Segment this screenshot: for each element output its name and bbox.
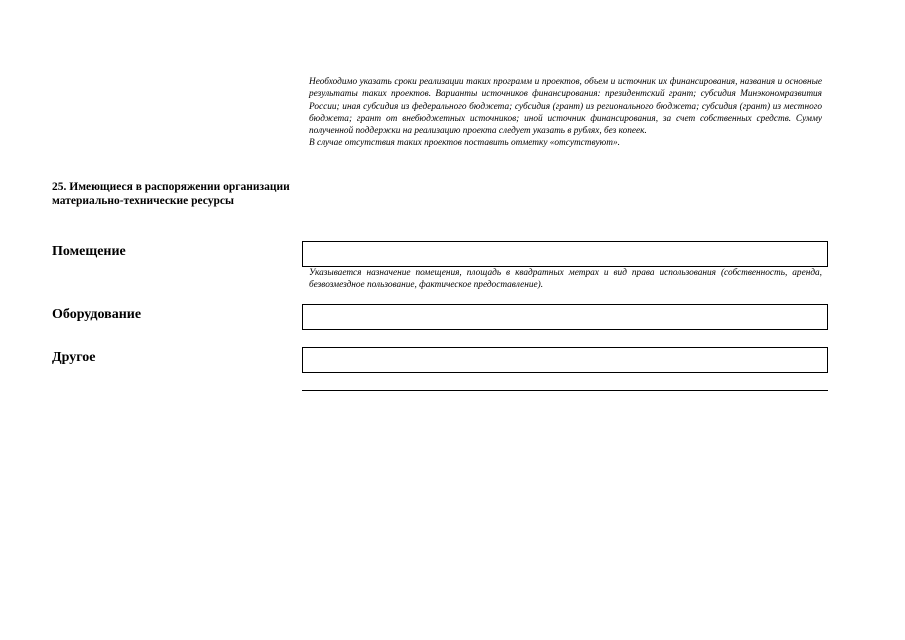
section-separator [302, 390, 828, 391]
other-field[interactable] [302, 347, 828, 373]
other-label: Другое [52, 350, 96, 365]
premises-label: Помещение [52, 244, 126, 259]
equipment-field[interactable] [302, 304, 828, 330]
programs-hint [309, 76, 822, 150]
premises-hint: Указывается назначение помещения, площадь в квадратных метрах и вид права использования (собственность, аренда, безвозмездное пользование, фактическое предоставление). [309, 268, 822, 291]
section-25-heading: 25. Имеющиеся в распоряжении организации материально-технические ресурсы [52, 181, 290, 207]
premises-field[interactable] [302, 241, 828, 267]
programs-hint-paragraph-1: Необходимо указать сроки реализации таких программ и проектов, объем и источник их финансирования, названия и основные результаты таких проектов. Варианты источников финансирования: президентский грант; субсидия Минэкономразвития России; иная субсидия из федерального бюджета; субсидия (грант) из регионального бюджета; субсидия (грант) из местного бюджета; грант от внебюджетных источников; иной источник финансирования, за счет собственных средств. Сумму полученной поддержки на реализацию проекта следует указать в рублях, без копеек. [309, 77, 822, 137]
programs-hint-paragraph-2: В случае отсутствия таких проектов поставить отметку «отсутствуют». [309, 138, 620, 149]
equipment-label: Оборудование [52, 307, 142, 322]
